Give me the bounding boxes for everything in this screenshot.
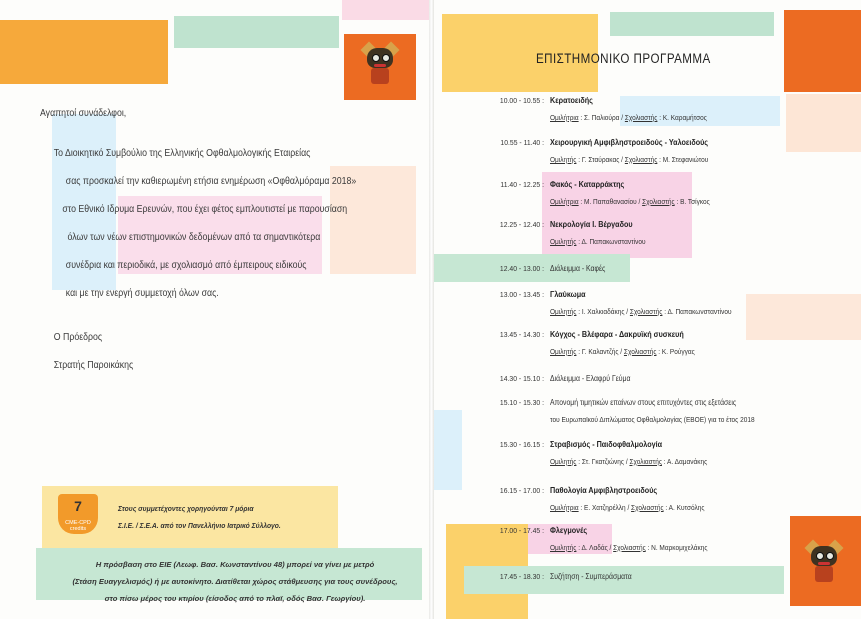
- session-speakers: [550, 113, 707, 122]
- session-time: 12.25 - 12.40 :: [499, 220, 544, 229]
- speaker-name: του Ευρωπαϊκού Διπλώματος Οφθαλμολογίας (EBOE) για το έτος 2018: [550, 415, 755, 424]
- schedule-row: [474, 572, 834, 606]
- session-topic: Κερατοειδής: [550, 96, 593, 105]
- speaker-label: Ομιλητής: [550, 237, 577, 246]
- session-topic: Νεκρολογία Ι. Βέργαδου: [550, 220, 633, 229]
- session-topic: Συζήτηση - Συμπεράσματα: [550, 572, 632, 581]
- speaker-label: Ομιλητής: [550, 155, 577, 164]
- session-topic: Φλεγμονές: [550, 526, 588, 535]
- speaker-label: Ομιλήτρια: [550, 503, 579, 512]
- cme-credits-badge: [58, 494, 98, 534]
- speaker-label: Ομιλητής: [550, 347, 577, 356]
- session-time: 15.10 - 15.30 :: [499, 398, 544, 407]
- session-time: 11.40 - 12.25 :: [500, 180, 544, 189]
- session-speakers: [550, 457, 707, 466]
- session-speakers: [550, 503, 705, 512]
- discussant-name: : Κ. Ρούγγας: [656, 347, 695, 356]
- discussant-label: Σχολιαστής: [624, 113, 658, 122]
- deco-mint-top-block: [610, 12, 774, 36]
- letter-line-5: συνέδρια και περιοδικά, με σχολιασμό από έμπειρους ειδικούς: [65, 260, 307, 271]
- greeting: Αγαπητοί συνάδελφοι,: [40, 108, 127, 119]
- deco-orange-top-block: [784, 10, 861, 92]
- access-line-1: Η πρόσβαση στο ΕΙΕ (Λεωφ. Βασ. Κωνσταντίνου 48) μπορεί να γίνει με μετρό: [95, 560, 375, 569]
- schedule-row: [474, 526, 834, 560]
- program-title: ΕΠΙΣΤΗΜΟΝΙΚΟ ΠΡΟΓΡΑΜΜΑ: [536, 51, 711, 66]
- discussant-name: : Κ. Καραμήτσος: [657, 113, 707, 122]
- speaker-name: : Γ. Καλαντζής /: [576, 347, 624, 356]
- access-line-2: (Στάση Ευαγγελισμός) ή με αυτοκίνητο. Διατίθεται χώρος στάθμευσης για τους συνέδρους,: [72, 577, 398, 586]
- session-speakers: [550, 197, 710, 206]
- session-topic: Χειρουργική Αμφιβληστροειδούς - Υαλοειδούς: [550, 138, 709, 147]
- session-time: 15.30 - 16.15 :: [499, 440, 544, 449]
- speaker-label: Ομιλητής: [550, 457, 577, 466]
- speaker-name: : Δ. Παπακωνσταντίνου: [576, 237, 646, 246]
- discussant-label: Σχολιαστής: [642, 197, 675, 206]
- credits-line-2: Σ.Ι.Ε. / Σ.Ε.Α. από τον Πανελλήνιο Ιατρικό Σύλλογο.: [118, 521, 281, 530]
- session-time: 10.55 - 11.40 :: [500, 138, 544, 147]
- schedule-row: [474, 138, 834, 172]
- discussant-label: Σχολιαστής: [629, 457, 662, 466]
- schedule-row: [474, 440, 834, 474]
- speaker-name: : Δ. Λαδάς /: [576, 543, 614, 552]
- schedule-row: [474, 330, 834, 364]
- speaker-name: : Γ. Σταύρακας /: [576, 155, 625, 164]
- deco-dark-orange-block: [344, 34, 416, 100]
- discussant-label: Σχολιαστής: [631, 503, 664, 512]
- session-time: 14.30 - 15.10 :: [499, 374, 544, 383]
- badge-number: 7: [74, 498, 82, 514]
- discussant-name: : Β. Τσίγκος: [674, 197, 710, 206]
- session-topic: Διάλειμμα - Καφές: [550, 264, 606, 273]
- session-speakers: [550, 415, 755, 424]
- schedule-row: [474, 398, 834, 432]
- speaker-label: Ομιλήτρια: [550, 113, 579, 122]
- deco-mint-block: [174, 16, 339, 48]
- speaker-name: : Σ. Παλιούρα /: [578, 113, 625, 122]
- session-speakers: [550, 347, 695, 356]
- closing-name: Στρατής Παροικάκης: [53, 360, 134, 371]
- deco-orange-block: [0, 20, 168, 84]
- speaker-name: : Μ. Παπαθανασίου /: [578, 197, 643, 206]
- schedule-row: [474, 290, 834, 324]
- session-speakers: [550, 543, 708, 552]
- letter-line-2: σας προσκαλεί την καθιερωμένη ετήσια ενημέρωση «Οφθαλμόραμα 2018»: [65, 176, 357, 187]
- access-line-3: στο πίσω μέρος του κτιρίου (είσοδος από το πλαϊ, οδός Βασ. Γεωργίου).: [104, 594, 366, 603]
- right-page: [434, 0, 861, 619]
- schedule-row: [474, 180, 834, 214]
- credits-note: [118, 500, 281, 534]
- speaker-name: : Ε. Χατζηρέλλη /: [578, 503, 632, 512]
- session-speakers: [550, 155, 708, 164]
- discussant-label: Σχολιαστής: [623, 347, 657, 356]
- session-time: 17.45 - 18.30 :: [499, 572, 544, 581]
- session-speakers: [550, 237, 646, 246]
- deco-light-blue-bottom-block: [434, 410, 462, 490]
- owl-mascot-icon: [356, 42, 404, 86]
- speaker-label: Ομιλήτρια: [550, 197, 579, 206]
- badge-caption: CME-CPD credits: [65, 520, 91, 532]
- discussant-name: : Α. Δαμανάκης: [661, 457, 708, 466]
- session-topic: Διάλειμμα - Ελαφρύ Γεύμα: [550, 374, 631, 383]
- session-time: 16.15 - 17.00 :: [499, 486, 544, 495]
- schedule-row: [474, 486, 834, 520]
- left-page: [0, 0, 429, 619]
- session-time: 12.40 - 13.00 :: [499, 264, 544, 273]
- session-time: 13.45 - 14.30 :: [499, 330, 544, 339]
- speaker-name: : Ι. Χαλκιαδάκης /: [576, 307, 630, 316]
- session-topic: Φακός - Καταρράκτης: [550, 180, 625, 189]
- closing-role: Ο Πρόεδρος: [53, 332, 103, 343]
- discussant-label: Σχολιαστής: [629, 307, 663, 316]
- discussant-name: : Δ. Παπακωνσταντίνου: [662, 307, 732, 316]
- speaker-name: : Στ. Γκατζιώνης /: [576, 457, 630, 466]
- session-topic: Κόγχος - Βλέφαρα - Δακρυϊκή συσκευή: [550, 330, 684, 339]
- speaker-label: Ομιλητής: [550, 543, 577, 552]
- session-topic: Απονομή τιμητικών επαίνων στους επιτυχόντες στις εξετάσεις: [550, 398, 737, 407]
- session-time: 17.00 - 17.45 :: [499, 526, 544, 535]
- schedule-row: [474, 96, 834, 130]
- discussant-name: : Α. Κυτσόλης: [663, 503, 705, 512]
- session-topic: Γλαύκωμα: [550, 290, 586, 299]
- speaker-label: Ομιλητής: [550, 307, 577, 316]
- letter-line-6: και με την ενεργή συμμετοχή όλων σας.: [65, 288, 219, 299]
- letter-line-3: στο Εθνικό Ιδρυμα Ερευνών, που έχει φέτος εμπλουτιστεί με παρουσίαση: [62, 204, 348, 215]
- discussant-name: : Ν. Μαρκομιχελάκης: [645, 543, 708, 552]
- access-note: [40, 556, 430, 607]
- deco-pink-block: [342, 0, 429, 20]
- discussant-label: Σχολιαστής: [624, 155, 658, 164]
- letter-line-4: όλων των νέων επιστημονικών δεδομένων από τα σημαντικότερα: [67, 232, 321, 243]
- session-topic: Στραβισμός - Παιδοφθαλμολογία: [550, 440, 663, 449]
- discussant-name: : Μ. Στεφανιώτου: [657, 155, 709, 164]
- session-speakers: [550, 307, 732, 316]
- session-topic: Παθολογία Αμφιβληστροειδούς: [550, 486, 658, 495]
- schedule-row: [474, 220, 834, 254]
- credits-line-1: Στους συμμετέχοντες χορηγούνται 7 μόρια: [118, 504, 254, 513]
- session-time: 13.00 - 13.45 :: [499, 290, 544, 299]
- discussant-label: Σχολιαστής: [613, 543, 646, 552]
- session-time: 10.00 - 10.55 :: [499, 96, 544, 105]
- letter-line-1: Το Διοικητικό Συμβούλιο της Ελληνικής Οφθαλμολογικής Εταιρείας: [53, 148, 311, 159]
